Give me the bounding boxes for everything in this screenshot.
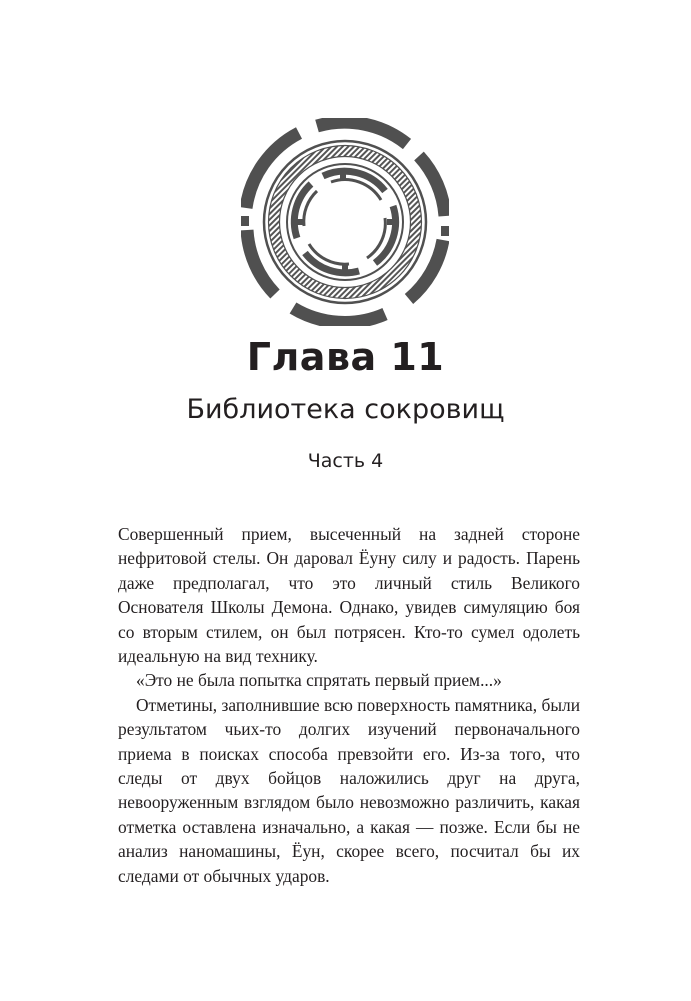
chapter-body — [118, 522, 580, 888]
body-paragraph: Отметины, заполнившие всю поверхность памятника, были результатом чьих-то долгих изучений первоначального приема в поисках способа превзойти его. Из-за того, что следы от двух бойцов наложились друг на друга, невооруженным взглядом было невозможно различить, какая отметка оставлена изначально, а какая — позже. Если бы не анализ наномашины, Ёун, скорее всего, посчитал бы их следами от обычных ударов. — [118, 694, 580, 886]
chapter-title: Глава 11 — [246, 335, 445, 379]
concentric-rings-emblem-icon — [241, 118, 449, 326]
body-paragraph: «Это не была попытка спрятать первый прием...» — [136, 670, 502, 691]
body-paragraph: Совершенный прием, высеченный на задней стороне нефритовой стелы. Он даровал Ёуну силу и радость. Парень даже предполагал, что это личный стиль Великого Основателя Школы Демона. Однако, увидев симуляцию боя со вторым стилем, он был потрясен. Кто-то сумел одолеть идеальную на вид технику. — [118, 524, 580, 667]
chapter-subtitle: Библиотека сокровищ — [186, 394, 505, 425]
part-label: Часть 4 — [307, 450, 384, 472]
